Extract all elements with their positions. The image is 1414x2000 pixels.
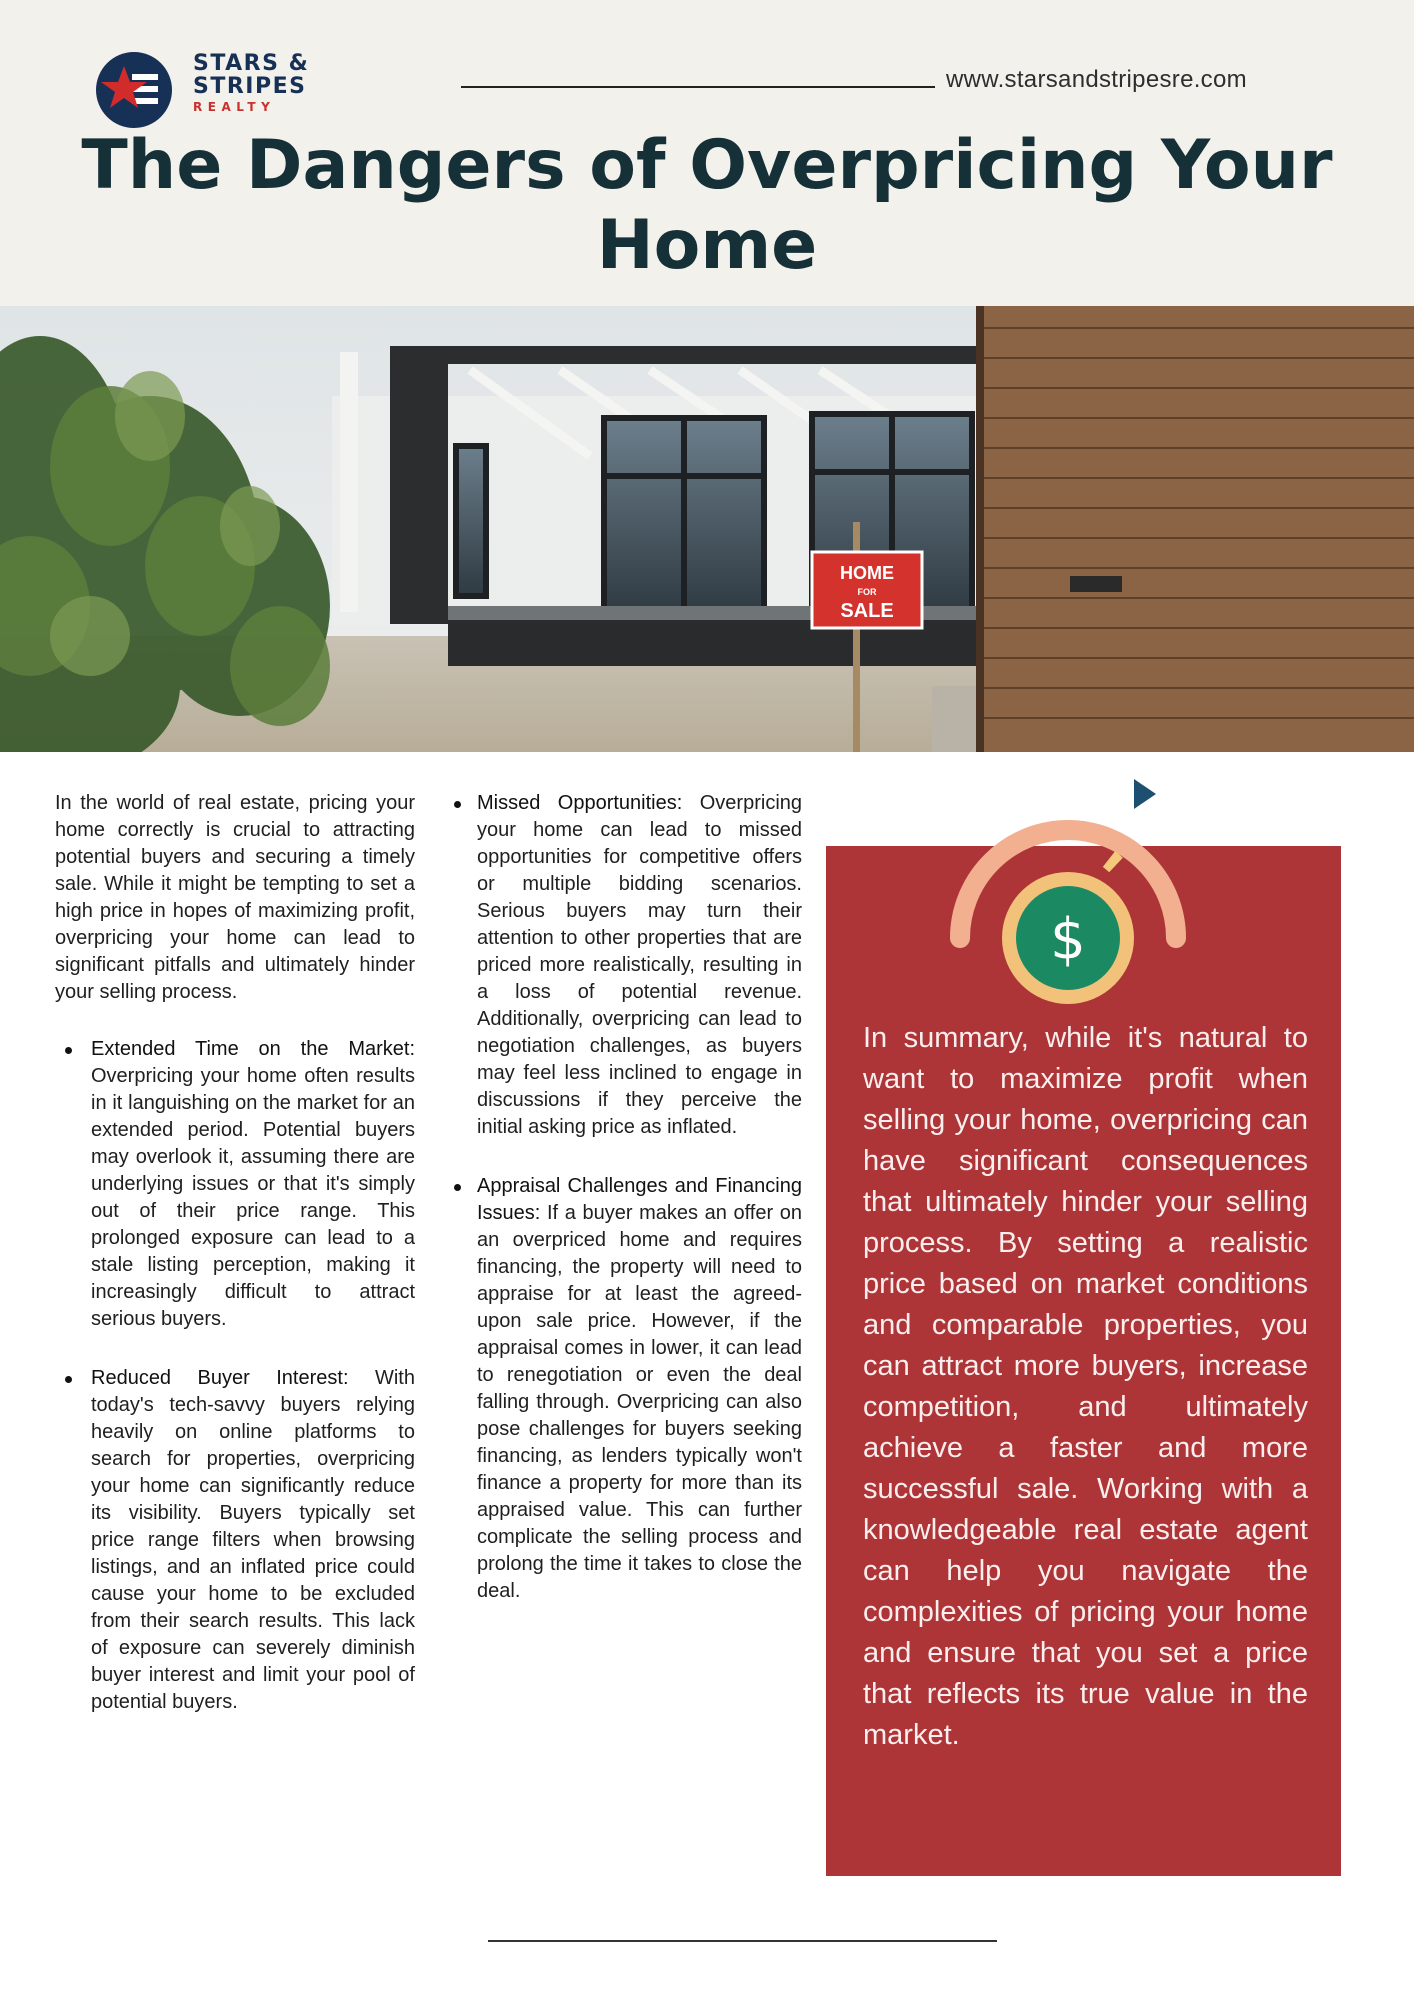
website-link[interactable]: www.starsandstripesre.com [946,66,1247,93]
column-left [55,790,415,1748]
brand-name-line2: STRIPES [193,74,307,99]
dollar-symbol: $ [1050,907,1086,972]
dollar-gauge-icon [944,818,1192,1004]
summary-text: In summary, while it's natural to want to maximize profit when selling your home, overpricing can have significant consequences that ultimately hinder your selling process. By setting a realistic price based on market conditions and comparable properties, you can attract more buyers, increase competition, and ultimately achieve a faster and more successful sale. Working with a knowledgeable real estate agent can help you navigate the complexities of pricing your home and ensure that you set a price that reflects its true value in the market. [863,1022,1308,1751]
intro-paragraph: In the world of real estate, pricing your home correctly is crucial to attracting potential buyers and securing a timely sale. While it might be tempting to set a high price in hopes of maximizing profit, overpricing your home can lead to significant pitfalls and ultimately hinder your selling process. [55,792,415,1003]
point-extended-time [91,1036,415,1333]
point-body: Overpricing your home can lead to missed opportunities for competitive offers or multiple bidding scenarios. Serious buyers may turn their attention to other properties that are priced more realistically, resulting in a loss of potential revenue. Additionally, overpricing can lead to negotiation challenges, as buyers may feel less inclined to engage in discussions if they perceive the initial asking price as inflated. [477,792,803,1138]
point-reduced-interest [91,1365,415,1716]
sale-sign [812,552,922,628]
sign-line-sale: SALE [840,600,894,622]
brand-logo[interactable] [96,52,316,128]
page-title: The Dangers of Overpricing Your Home [81,126,1333,285]
star-badge-icon [96,52,172,128]
point-appraisal [477,1173,802,1605]
point-lead: Reduced Buyer Interest: [91,1367,349,1389]
points-list-2 [450,790,802,1605]
point-lead: Extended Time on the Market: [91,1038,415,1060]
sign-line-for: FOR [857,587,877,597]
point-lead: Appraisal Challenges and Financing Issues: [477,1175,802,1224]
footer-divider [488,1940,997,1942]
point-body: If a buyer makes an offer on an overpriced home and requires financing, the property will need to appraise for at least the agreed-upon sale price. However, if the appraisal comes in lower, it can lead to renegotiation or even the deal falling through. Overpricing can also pose challenges for buyers seeking financing, as lenders typically won't finance a property for more than its appraised value. This can further complicate the selling process and prolong the time it takes to close the deal. [477,1202,802,1602]
point-body: Overpricing your home often results in it languishing on the market for an extended period. Potential buyers may overlook it, assuming there are underlying issues or that it's simply out of their price range. This prolonged exposure can lead to a stale listing perception, making it increasingly difficult to attract serious buyers. [91,1065,415,1330]
brand-name-line1: STARS & [193,51,310,76]
point-missed-opportunities [477,790,802,1141]
hero-photo [0,306,1414,752]
sign-line-home: HOME [840,563,894,583]
point-body: With today's tech-savvy buyers relying heavily on online platforms to search for properties, overpricing your home can significantly reduce its visibility. Buyers typically set price range filters when browsing listings, and an inflated price could cause your home to be excluded from their search results. This lack of exposure can severely diminish buyer interest and limit your pool of potential buyers. [91,1367,415,1713]
brand-name-line3: REALTY [193,100,276,114]
play-arrow-icon [1132,778,1158,810]
header-divider [461,86,935,88]
point-lead: Missed Opportunities: [477,792,683,814]
column-middle [450,790,802,1637]
points-list-1 [55,1036,415,1716]
header [0,0,1414,306]
